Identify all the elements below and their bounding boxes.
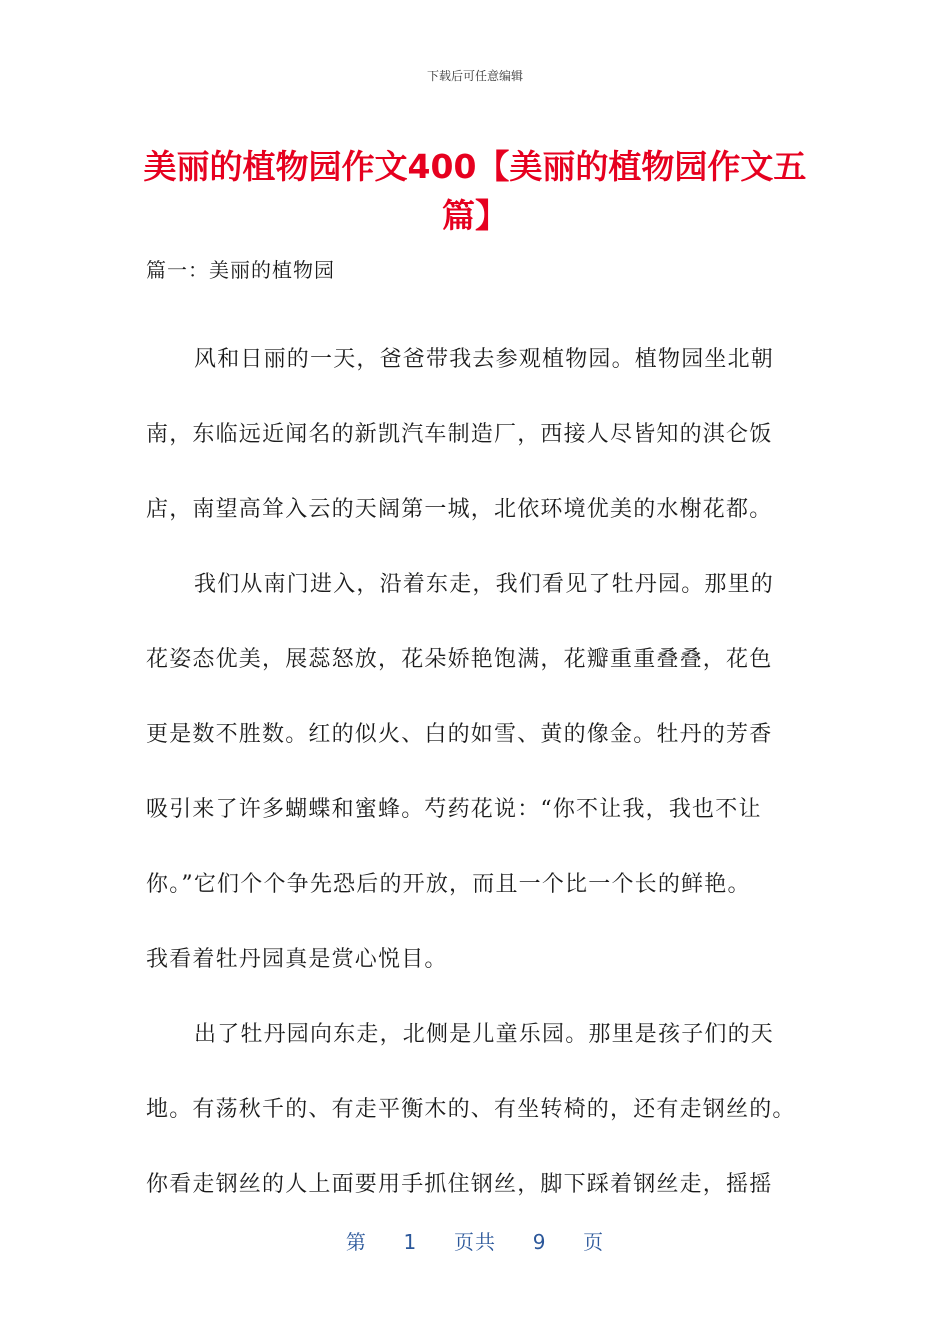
text-line: 南，东临远近闻名的新凯汽车制造厂，西接人尽皆知的淇仑饭 — [146, 422, 773, 447]
section-heading: 篇一：美丽的植物园 — [146, 258, 335, 282]
footer-middle: 页共 — [454, 1230, 496, 1254]
footer-suffix: 页 — [583, 1230, 605, 1254]
text-line: 地。有荡秋千的、有走平衡木的、有坐转椅的，还有走钢丝的。 — [146, 1097, 796, 1122]
text-line: 花姿态优美，展蕊怒放，花朵娇艳饱满，花瓣重重叠叠，花色 — [146, 647, 773, 672]
footer-total-pages: 9 — [532, 1230, 547, 1254]
footer-prefix: 第 — [345, 1230, 367, 1254]
page-footer — [0, 1226, 950, 1255]
text-line: 出了牡丹园向东走，北侧是儿童乐园。那里是孩子们的天 — [194, 1022, 775, 1047]
text-line: 我们从南门进入，沿着东走，我们看见了牡丹园。那里的 — [194, 572, 775, 597]
document-body — [146, 322, 814, 1222]
header-note: 下载后可任意编辑 — [426, 69, 523, 83]
text-line: 你看走钢丝的人上面要用手抓住钢丝，脚下踩着钢丝走，摇摇 — [146, 1172, 773, 1197]
text-line: 吸引来了许多蝴蝶和蜜蜂。芍药花说：“你不让我，我也不让 — [146, 797, 762, 822]
footer-page-number: 1 — [403, 1230, 418, 1254]
paragraph-3 — [146, 997, 814, 1222]
document-title: 美丽的植物园作文400【美丽的植物园作文五篇】 — [143, 147, 807, 235]
paragraph-1 — [146, 322, 814, 547]
text-line: 我看着牡丹园真是赏心悦目。 — [146, 947, 448, 972]
text-line: 风和日丽的一天，爸爸带我去参观植物园。植物园坐北朝 — [194, 347, 775, 372]
paragraph-2 — [146, 547, 814, 997]
text-line: 你。”它们个个争先恐后的开放，而且一个比一个长的鲜艳。 — [146, 872, 751, 897]
text-line: 店，南望高耸入云的天阔第一城，北依环境优美的水榭花都。 — [146, 497, 773, 522]
text-line: 更是数不胜数。红的似火、白的如雪、黄的像金。牡丹的芳香 — [146, 722, 773, 747]
